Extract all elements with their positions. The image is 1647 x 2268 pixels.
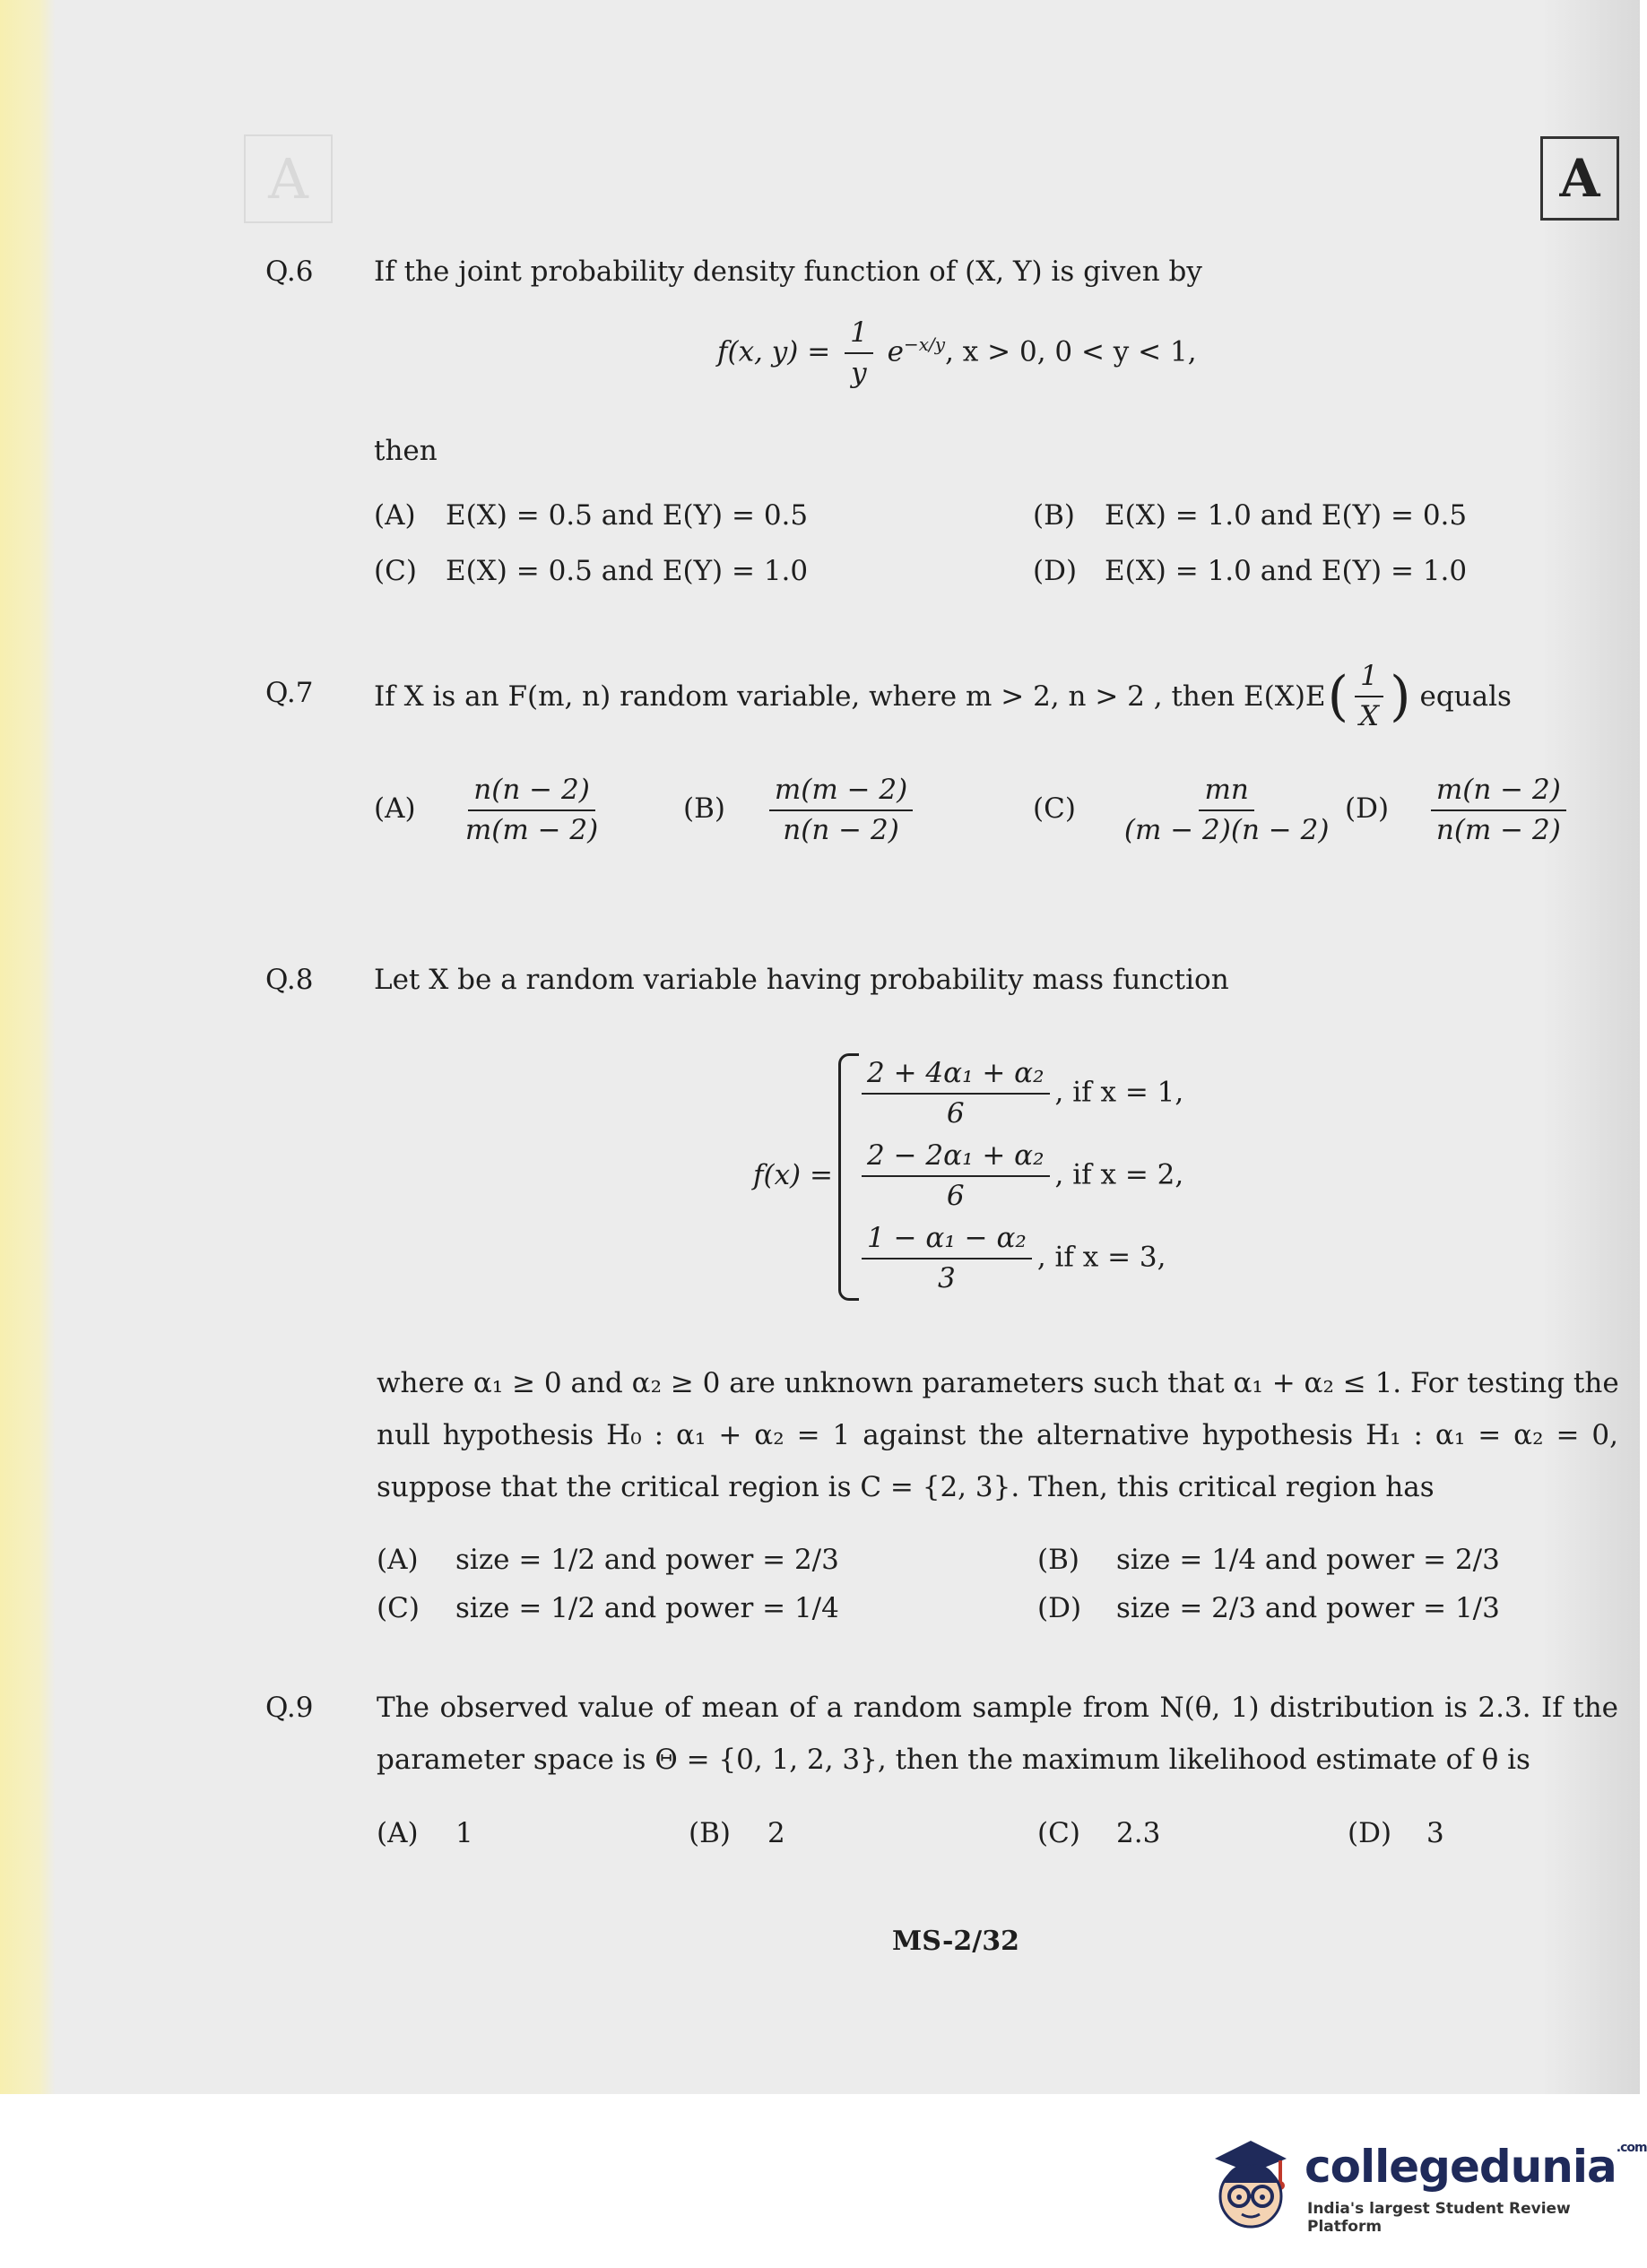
q7-option-c[interactable]: (C) $\frac{mn}{(m - 2)(n - 2)}$: [1033, 774, 1330, 846]
q6-then: then: [374, 435, 438, 467]
q9-paragraph-line-2: parameter space is Θ = {0, 1, 2, 3}, then the maximum likelihood estimate of θ is: [377, 1744, 1530, 1776]
q7-option-a[interactable]: (A) $\frac{n(n - 2)}{m(m - 2)}$: [374, 774, 599, 846]
logo-wordmark: collegedunia$^{.com}$: [1305, 2141, 1647, 2193]
page-code: MS-2/32: [892, 1926, 1020, 1957]
q6-stem: If the joint probability density function of (X, Y) is given by: [374, 255, 1202, 288]
question-number-q7: Q.7: [265, 677, 314, 709]
q8-paragraph-line-2: null hypothesis H₀ : α₁ + α₂ = 1 against the alternative hypothesis H₁ : α₁ = α₂ = 0,: [377, 1419, 1618, 1451]
q8-pmf-lhs: f(x) =: [753, 1159, 833, 1191]
bleed-through-badge: A: [244, 134, 333, 223]
q8-case-2: $\frac{\text{2 − 2α₁ + α₂}}{6}$ , if x = 2,: [856, 1138, 1183, 1214]
q9-paragraph-line-1: The observed value of mean of a random sample from N(θ, 1) distribution is 2.3. If the: [377, 1692, 1618, 1724]
q8-case-3: $\frac{\text{1 − α₁ − α₂}}{3}$ , if x = 3,: [856, 1221, 1166, 1296]
q8-paragraph-line-3: suppose that the critical region is C = {2, 3}. Then, this critical region has: [377, 1471, 1435, 1503]
q8-option-b[interactable]: (B) size = 1/4 and power = 2/3: [1037, 1544, 1500, 1576]
collegedunia-logo[interactable]: [1201, 2134, 1647, 2236]
question-number-q8: Q.8: [265, 964, 314, 996]
q9-option-d[interactable]: (D) 3: [1348, 1817, 1444, 1849]
q6-option-d[interactable]: (D) E(X) = 1.0 and E(Y) = 1.0: [1033, 555, 1468, 587]
q6-option-b[interactable]: (B) E(X) = 1.0 and E(Y) = 0.5: [1033, 499, 1468, 532]
mascot-icon: [1201, 2134, 1300, 2232]
q8-stem: Let X be a random variable having probability mass function: [374, 964, 1229, 996]
paper-edge-strip: [0, 0, 56, 2094]
q8-option-d[interactable]: (D) size = 2/3 and power = 1/3: [1037, 1592, 1500, 1624]
q6-formula: f(x, y) = $\frac{1}{y}$ $e^{-x/y}$, x > 0, 0 < y < 1,: [717, 316, 1197, 389]
q7-option-b[interactable]: (B) $\frac{m(m - 2)}{n(n - 2)}$: [683, 773, 918, 848]
q8-paragraph-line-1: where α₁ ≥ 0 and α₂ ≥ 0 are unknown parameters such that α₁ + α₂ ≤ 1. For testing the: [377, 1367, 1619, 1399]
question-number-q6: Q.6: [265, 255, 314, 288]
q6-option-c[interactable]: (C) E(X) = 0.5 and E(Y) = 1.0: [374, 555, 809, 587]
q7-stem-fraction: $\frac{1}{X}$: [1354, 659, 1384, 734]
q8-option-c[interactable]: (C) size = 1/2 and power = 1/4: [377, 1592, 839, 1624]
q6-option-a[interactable]: (A) E(X) = 0.5 and E(Y) = 0.5: [374, 499, 809, 532]
q8-case-1: $\frac{\text{2 + 4α₁ + α₂}}{6}$ , if x = 1,: [856, 1056, 1183, 1131]
q7-stem: If X is an F(m, n) random variable, where m > 2, n > 2 , then E(X)E ( $\frac{1}{X}$ ) equals: [374, 660, 1512, 732]
page-shadow: [1541, 0, 1640, 2094]
question-number-q9: Q.9: [265, 1692, 314, 1724]
logo-tagline: India's largest Student Review Platform: [1307, 2200, 1571, 2236]
q9-option-a[interactable]: (A) 1: [377, 1817, 473, 1849]
paper-code-badge: A: [1540, 136, 1619, 221]
q7-option-d[interactable]: (D) $\frac{m(n - 2)}{n(m - 2)}$: [1345, 773, 1572, 848]
q8-option-a[interactable]: (A) size = 1/2 and power = 2/3: [377, 1544, 839, 1576]
q6-formula-fraction: $\frac{1}{y}$: [845, 316, 873, 391]
q9-option-b[interactable]: (B) 2: [689, 1817, 785, 1849]
q9-option-c[interactable]: (C) 2.3: [1037, 1817, 1161, 1849]
